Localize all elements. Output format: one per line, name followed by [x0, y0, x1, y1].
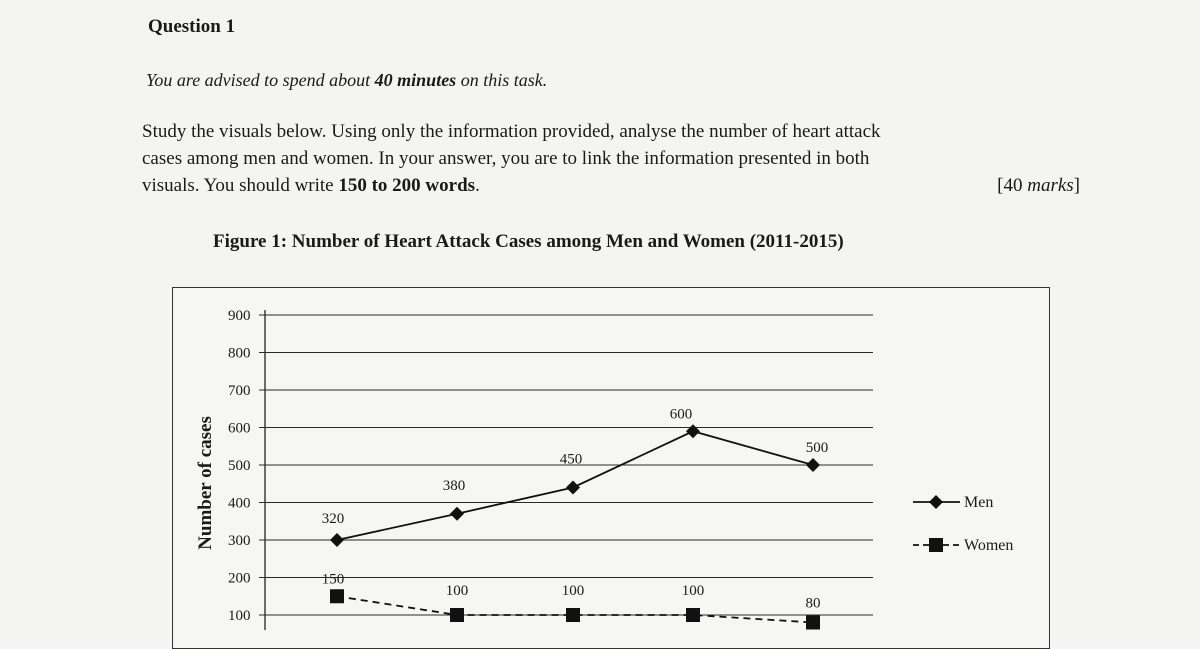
- figure-title: Figure 1: Number of Heart Attack Cases among Men and Women (2011-2015): [213, 231, 844, 252]
- advice-prefix: You are advised to spend about: [146, 70, 375, 90]
- men-data-label: 500: [805, 440, 829, 456]
- legend-label: Men: [964, 494, 994, 511]
- women-data-point: [330, 589, 344, 603]
- men-data-point: [806, 458, 820, 472]
- women-data-label: 100: [681, 583, 705, 599]
- women-data-point: [450, 608, 464, 622]
- marks-close: ]: [1073, 175, 1080, 196]
- y-axis-label: Number of cases: [195, 416, 216, 550]
- men-data-point: [450, 507, 464, 521]
- marks-open: [40: [997, 175, 1028, 196]
- y-tick-label: 400: [228, 495, 251, 512]
- y-tick-label: 200: [228, 570, 251, 587]
- men-data-label: 380: [442, 477, 466, 494]
- men-data-point: [686, 424, 700, 438]
- men-data-point: [330, 533, 344, 547]
- y-tick-label: 100: [228, 608, 251, 624]
- y-tick-label: 800: [228, 345, 251, 362]
- women-data-label: 80: [805, 595, 821, 612]
- y-tick-label: 600: [228, 420, 251, 437]
- instruction-line-3-end: .: [475, 175, 480, 196]
- y-tick-label: 700: [228, 383, 251, 399]
- advice-time: 40 minutes: [374, 70, 457, 90]
- word-count: 150 to 200 words: [338, 175, 476, 196]
- instruction-line-2: cases among men and women. In your answer, you are to link the information presented in both: [142, 148, 870, 169]
- men-data-point: [566, 481, 580, 495]
- y-tick-label: 500: [228, 458, 251, 474]
- women-data-label: 100: [561, 583, 585, 599]
- y-tick-label: 300: [228, 533, 251, 549]
- women-data-point: [686, 608, 700, 622]
- instruction-line-1: Study the visuals below. Using only the information provided, analyse the number of heart attack: [142, 121, 881, 142]
- legend-label: Women: [964, 537, 1014, 554]
- legend-marker-square: [929, 538, 943, 552]
- women-data-point: [806, 616, 820, 630]
- instruction-line-3-text: visuals. You should write: [142, 175, 339, 196]
- women-data-label: 150: [321, 571, 345, 588]
- women-data-point: [566, 608, 580, 622]
- y-tick-label: 900: [228, 308, 251, 324]
- question-heading: Question 1: [148, 16, 236, 37]
- men-data-label: 600: [669, 406, 693, 423]
- men-data-label: 320: [321, 511, 345, 527]
- marks-word: marks: [1027, 175, 1074, 196]
- advice-suffix: on this task.: [456, 70, 548, 90]
- men-data-label: 450: [559, 451, 583, 468]
- women-data-label: 100: [445, 583, 469, 599]
- legend-marker-diamond: [929, 495, 943, 509]
